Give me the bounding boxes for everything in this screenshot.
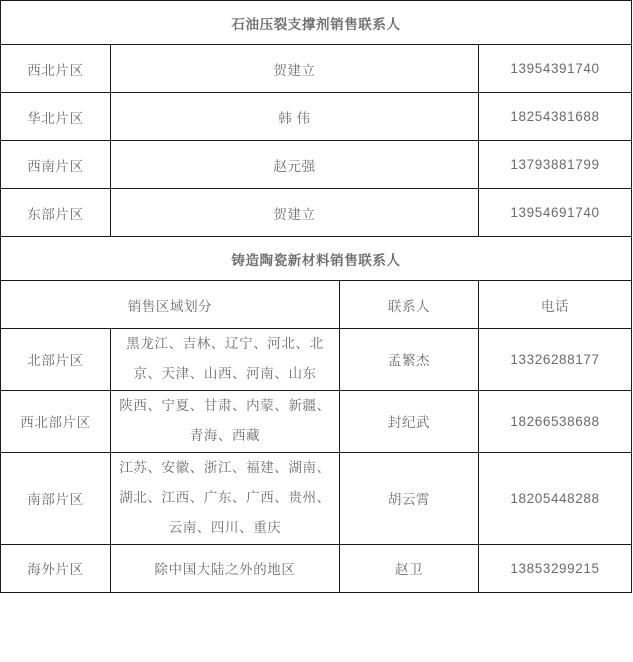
contact-person: 韩 伟 — [111, 93, 479, 141]
area-list: 除中国大陆之外的地区 — [111, 544, 340, 592]
contact-person: 赵元强 — [111, 141, 479, 189]
table-row — [1, 329, 632, 391]
table-row — [1, 544, 632, 592]
table-row — [1, 390, 632, 452]
column-header-phone: 电话 — [479, 281, 632, 329]
table-one-title-row — [1, 1, 632, 45]
phone-number: 13793881799 — [479, 141, 632, 189]
table-row — [1, 189, 632, 237]
phone-number: 18205448288 — [479, 452, 632, 544]
contact-person: 贺建立 — [111, 45, 479, 93]
region-label: 南部片区 — [1, 452, 111, 544]
region-label: 华北片区 — [1, 93, 111, 141]
phone-number: 13326288177 — [479, 329, 632, 391]
table-two-title-row — [1, 237, 632, 281]
area-list: 陕西、宁夏、甘肃、内蒙、新疆、青海、西藏 — [111, 390, 340, 452]
region-label: 东部片区 — [1, 189, 111, 237]
column-header-area: 销售区域划分 — [1, 281, 340, 329]
table-row — [1, 452, 632, 544]
table-one-section-title: 石油压裂支撑剂销售联系人 — [1, 1, 632, 45]
phone-number: 13853299215 — [479, 544, 632, 592]
contact-person: 封纪武 — [340, 390, 479, 452]
contact-person: 赵卫 — [340, 544, 479, 592]
table-row — [1, 141, 632, 189]
area-list: 江苏、安徽、浙江、福建、湖南、湖北、江西、广东、广西、贵州、云南、四川、重庆 — [111, 452, 340, 544]
table-row — [1, 45, 632, 93]
phone-number: 13954391740 — [479, 45, 632, 93]
region-label: 西北片区 — [1, 45, 111, 93]
table-row — [1, 93, 632, 141]
column-header-person: 联系人 — [340, 281, 479, 329]
table-two-section-title: 铸造陶瓷新材料销售联系人 — [1, 237, 632, 281]
contact-person: 孟繁杰 — [340, 329, 479, 391]
phone-number: 13954691740 — [479, 189, 632, 237]
phone-number: 18266538688 — [479, 390, 632, 452]
contact-person: 胡云霄 — [340, 452, 479, 544]
contact-person: 贺建立 — [111, 189, 479, 237]
region-label: 海外片区 — [1, 544, 111, 592]
phone-number: 18254381688 — [479, 93, 632, 141]
region-label: 西北部片区 — [1, 390, 111, 452]
region-label: 北部片区 — [1, 329, 111, 391]
region-label: 西南片区 — [1, 141, 111, 189]
table-two-header-row — [1, 281, 632, 329]
area-list: 黑龙江、吉林、辽宁、河北、北京、天津、山西、河南、山东 — [111, 329, 340, 391]
